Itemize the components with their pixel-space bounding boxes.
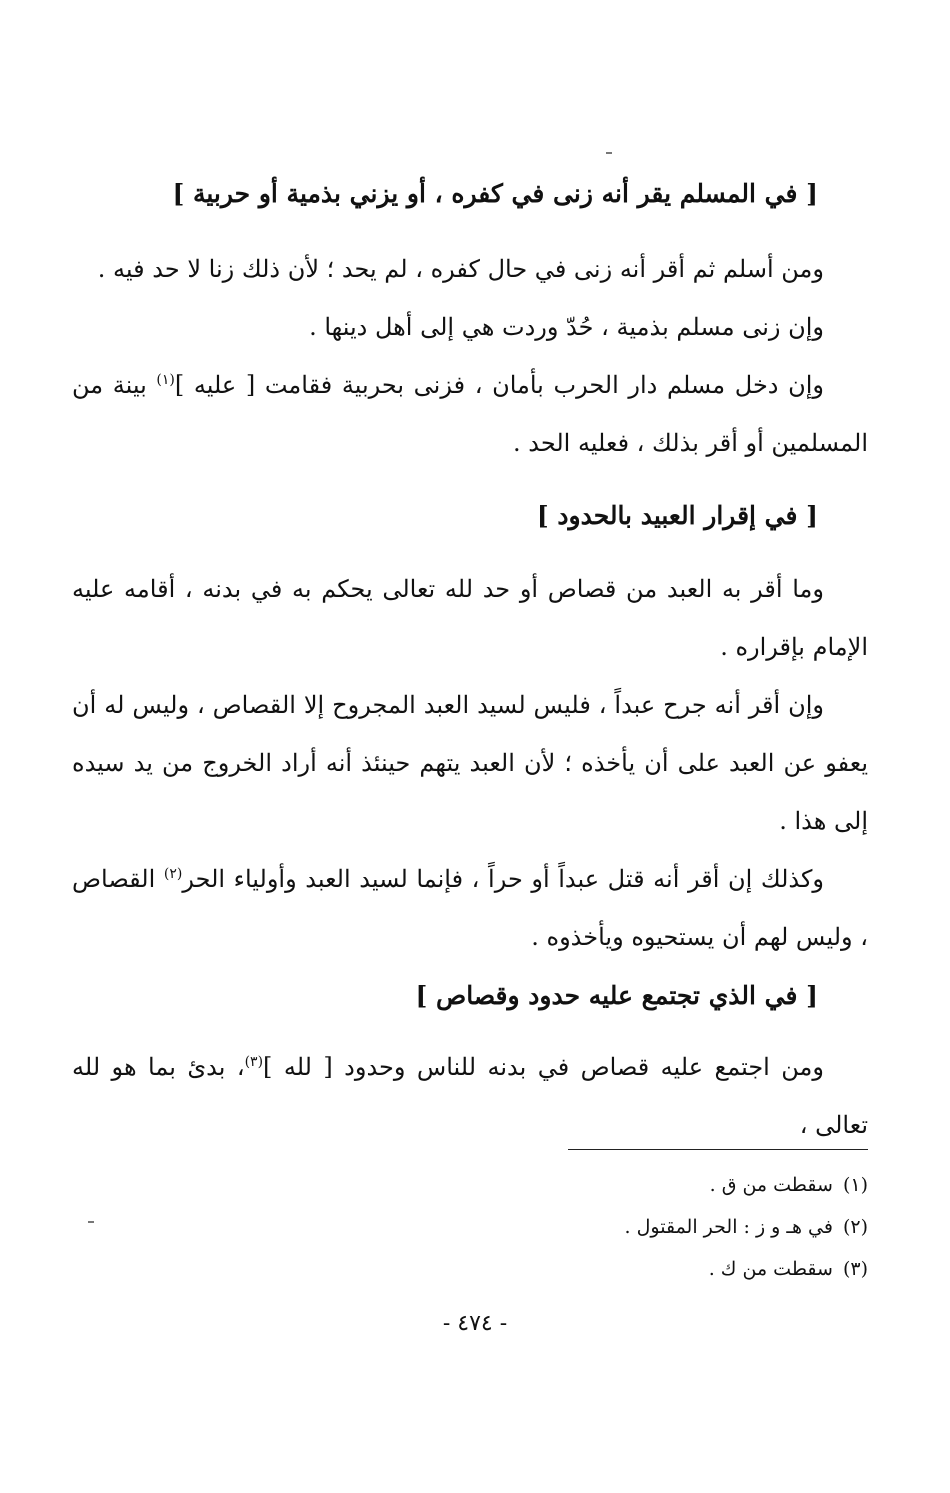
paragraph-7 bbox=[72, 1038, 868, 1154]
footnote-number: (٢) bbox=[842, 1216, 868, 1238]
footnote-number: (٣) bbox=[842, 1258, 868, 1280]
section-heading-1: [ في المسلم يقر أنه زنى في كفره ، أو يزني بذمية أو حربية ] bbox=[172, 179, 818, 208]
paragraph-3-text-a: وإن دخل مسلم دار الحرب بأمان ، فزنى بحربية فقامت [ عليه ] bbox=[174, 371, 824, 399]
section-heading-3: [ في الذي تجتمع عليه حدود وقصاص ] bbox=[415, 981, 818, 1010]
section-heading-2: [ في إقرار العبيد بالحدود ] bbox=[536, 501, 818, 530]
scan-speck bbox=[88, 1221, 94, 1223]
text-block-2 bbox=[72, 560, 868, 966]
footnote-number: (١) bbox=[842, 1174, 868, 1196]
footnote-ref-3: (٣) bbox=[244, 1054, 264, 1070]
footnote-text: في هـ و ز : الحر المقتول . bbox=[624, 1216, 833, 1238]
footnote-1 bbox=[625, 1164, 868, 1206]
footnote-text: سقطت من ق . bbox=[709, 1174, 833, 1196]
footnote-2 bbox=[625, 1206, 868, 1248]
paragraph-3 bbox=[72, 356, 868, 472]
footnote-3 bbox=[625, 1248, 868, 1290]
paragraph-6-text-b: القصاص ، وليس لهم أن يستحيوه ويأخذوه . bbox=[72, 865, 868, 951]
paragraph-2: وإن زنى مسلم بذمية ، حُدّ وردت هي إلى أهل دينها . bbox=[309, 313, 824, 341]
paragraph-4: وما أقر به العبد من قصاص أو حد لله تعالى يحكم به في بدنه ، أقامه عليه الإمام بإقراره . bbox=[72, 575, 868, 661]
text-block-1 bbox=[72, 240, 868, 472]
footnote-divider bbox=[568, 1149, 868, 1150]
paragraph-6-text-a: وكذلك إن أقر أنه قتل عبداً أو حراً ، فإنما لسيد العبد وأولياء الحر bbox=[182, 865, 825, 893]
paragraph-3-text-b: بينة من المسلمين أو أقر بذلك ، فعليه الحد . bbox=[72, 371, 868, 457]
footnote-text: سقطت من ك . bbox=[708, 1258, 833, 1280]
footnote-ref-1: (١) bbox=[156, 372, 175, 388]
footnotes bbox=[625, 1164, 868, 1290]
paragraph-5: وإن أقر أنه جرح عبداً ، فليس لسيد العبد المجروح إلا القصاص ، وليس له أن يعفو عن العبد على أن يأخذه ؛ لأن العبد يتهم حينئذ أنه أراد الخروج من يد سيده إلى هذا . bbox=[72, 691, 868, 835]
scan-speck bbox=[606, 152, 612, 154]
footnote-ref-2: (٢) bbox=[163, 866, 183, 882]
text-block-3 bbox=[72, 1038, 868, 1154]
paragraph-7-text-b: ، بدئ بما هو لله تعالى ، bbox=[72, 1053, 868, 1139]
paragraph-6 bbox=[72, 850, 868, 966]
paragraph-7-text-a: ومن اجتمع عليه قصاص في بدنه للناس وحدود [ لله ] bbox=[263, 1053, 824, 1081]
page-number: - ٤٧٤ - bbox=[442, 1311, 508, 1336]
paragraph-1: ومن أسلم ثم أقر أنه زنى في حال كفره ، لم يحد ؛ لأن ذلك زنا لا حد فيه . bbox=[97, 255, 824, 283]
